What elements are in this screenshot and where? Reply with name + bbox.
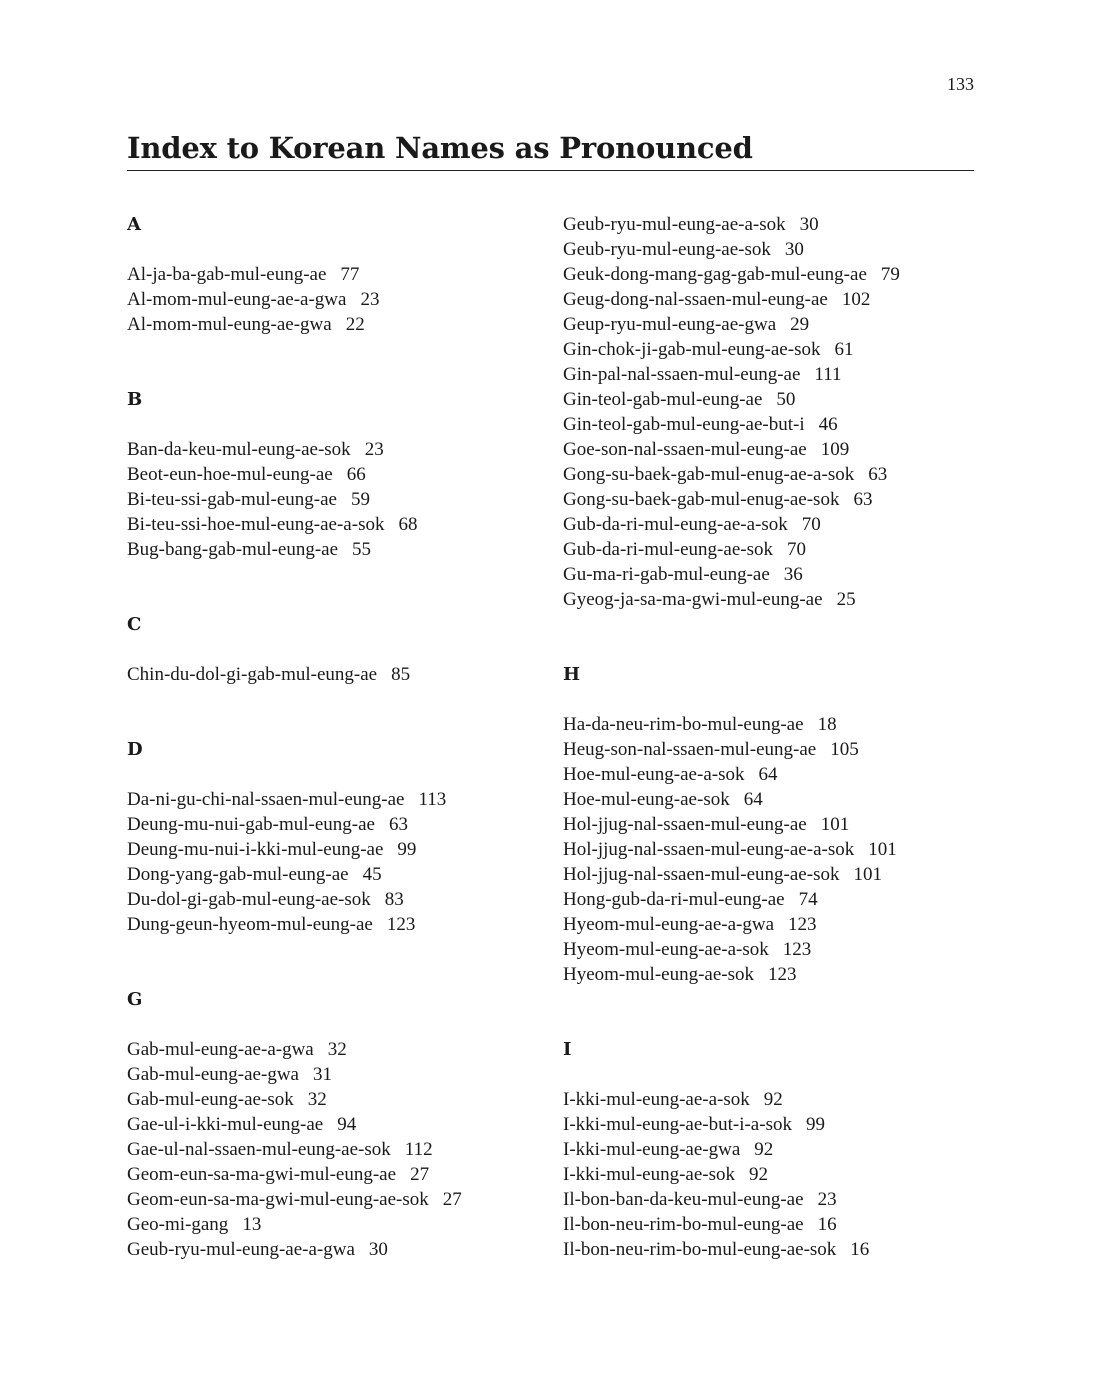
index-entry (563, 1237, 983, 1262)
entry-name: Geub-ryu-mul-eung-ae-a-sok (563, 214, 786, 235)
entry-name: Geom-eun-sa-ma-gwi-mul-eung-ae-sok (127, 1189, 429, 1210)
entry-name: I-kki-mul-eung-ae-sok (563, 1164, 735, 1185)
index-entry (563, 887, 983, 912)
index-entry (563, 312, 983, 337)
section-d (127, 737, 547, 937)
entry-name: Il-bon-neu-rim-bo-mul-eung-ae (563, 1214, 804, 1235)
entry-list (563, 1087, 983, 1262)
index-column-left (127, 212, 547, 1262)
entry-page: 68 (398, 514, 418, 535)
entry-list (127, 262, 547, 337)
entry-name: Gong-su-baek-gab-mul-enug-ae-sok (563, 489, 840, 510)
index-entry (563, 587, 983, 612)
index-entry (127, 1137, 547, 1162)
entry-page: 102 (841, 289, 871, 310)
section-letter: C (127, 614, 142, 635)
section-g-continued (563, 212, 983, 612)
entry-name: Il-bon-ban-da-keu-mul-eung-ae (563, 1189, 804, 1210)
entry-name: Geub-ryu-mul-eung-ae-sok (563, 239, 771, 260)
entry-page: 46 (818, 414, 838, 435)
entry-page: 45 (362, 864, 382, 885)
page-title: Index to Korean Names as Pronounced (127, 130, 974, 171)
entry-page: 64 (743, 789, 763, 810)
index-entry (563, 787, 983, 812)
index-entry (127, 787, 547, 812)
index-entry (127, 1237, 547, 1262)
entry-page: 27 (442, 1189, 462, 1210)
entry-page: 31 (312, 1064, 332, 1085)
index-entry (563, 512, 983, 537)
entry-page: 123 (768, 964, 797, 985)
entry-name: Gab-mul-eung-ae-sok (127, 1089, 294, 1110)
entry-page: 23 (817, 1189, 837, 1210)
index-entry (563, 937, 983, 962)
entry-page: 70 (786, 539, 806, 560)
index-entry (563, 762, 983, 787)
index-entry (563, 362, 983, 387)
entry-name: Gab-mul-eung-ae-a-gwa (127, 1039, 314, 1060)
index-entry (563, 237, 983, 262)
entry-page: 30 (799, 214, 819, 235)
index-entry (563, 737, 983, 762)
section-h (563, 662, 983, 987)
index-entry (563, 437, 983, 462)
entry-name: Du-dol-gi-gab-mul-eung-ae-sok (127, 889, 371, 910)
entry-name: Il-bon-neu-rim-bo-mul-eung-ae-sok (563, 1239, 837, 1260)
index-entry (127, 837, 547, 862)
index-entry (127, 1062, 547, 1087)
section-letter: H (563, 664, 581, 685)
entry-name: Geuk-dong-mang-gag-gab-mul-eung-ae (563, 264, 867, 285)
section-g (127, 987, 547, 1262)
entry-page: 92 (763, 1089, 783, 1110)
entry-name: Bug-bang-gab-mul-eung-ae (127, 539, 339, 560)
entry-name: Deung-mu-nui-gab-mul-eung-ae (127, 814, 375, 835)
entry-page: 101 (820, 814, 850, 835)
entry-page: 16 (817, 1214, 837, 1235)
entry-page: 109 (820, 439, 850, 460)
index-entry (127, 812, 547, 837)
entry-name: Gin-chok-ji-gab-mul-eung-ae-sok (563, 339, 821, 360)
entry-name: Geup-ryu-mul-eung-ae-gwa (563, 314, 777, 335)
index-entry (127, 1162, 547, 1187)
index-entry (563, 1137, 983, 1162)
entry-page: 27 (410, 1164, 430, 1185)
index-entry (127, 1212, 547, 1237)
entry-page: 83 (384, 889, 404, 910)
entry-page: 101 (853, 864, 882, 885)
entry-page: 123 (386, 914, 416, 935)
section-letter: G (127, 989, 143, 1010)
entry-page: 99 (397, 839, 417, 860)
entry-name: Gae-ul-i-kki-mul-eung-ae (127, 1114, 324, 1135)
entry-page: 16 (850, 1239, 870, 1260)
entry-name: Hoe-mul-eung-ae-a-sok (563, 764, 745, 785)
entry-list (127, 1037, 547, 1262)
entry-page: 85 (391, 664, 411, 685)
entry-page: 32 (307, 1089, 327, 1110)
entry-page: 61 (834, 339, 854, 360)
entry-name: Gin-teol-gab-mul-eung-ae (563, 389, 763, 410)
entry-page: 123 (782, 939, 812, 960)
entry-page: 63 (868, 464, 888, 485)
index-entry (127, 537, 547, 562)
section-c (127, 612, 547, 687)
entry-page: 113 (418, 789, 447, 810)
index-entry (563, 462, 983, 487)
index-entry (563, 337, 983, 362)
section-b (127, 387, 547, 562)
entry-page: 23 (360, 289, 380, 310)
entry-name: Bi-teu-ssi-gab-mul-eung-ae (127, 489, 337, 510)
entry-name: Beot-eun-hoe-mul-eung-ae (127, 464, 333, 485)
entry-page: 123 (788, 914, 817, 935)
index-entry (563, 212, 983, 237)
index-entry (127, 312, 547, 337)
index-entry (563, 487, 983, 512)
entry-name: Hong-gub-da-ri-mul-eung-ae (563, 889, 785, 910)
entry-name: Hyeom-mul-eung-ae-a-sok (563, 939, 769, 960)
entry-name: Gin-pal-nal-ssaen-mul-eung-ae (563, 364, 801, 385)
entry-list (127, 787, 547, 937)
index-entry (563, 262, 983, 287)
index-entry (127, 287, 547, 312)
entry-page: 32 (327, 1039, 347, 1060)
index-column-right (563, 212, 983, 1262)
index-entry (563, 712, 983, 737)
entry-page: 23 (364, 439, 384, 460)
entry-name: Hoe-mul-eung-ae-sok (563, 789, 730, 810)
entry-name: Bi-teu-ssi-hoe-mul-eung-ae-a-sok (127, 514, 385, 535)
entry-name: Al-ja-ba-gab-mul-eung-ae (127, 264, 327, 285)
entry-name: Gyeog-ja-sa-ma-gwi-mul-eung-ae (563, 589, 823, 610)
index-entry (127, 512, 547, 537)
index-entry (563, 862, 983, 887)
index-entry (127, 1087, 547, 1112)
entry-page: 77 (340, 264, 360, 285)
entry-name: Chin-du-dol-gi-gab-mul-eung-ae (127, 664, 378, 685)
entry-name: Gub-da-ri-mul-eung-ae-sok (563, 539, 773, 560)
entry-name: Gu-ma-ri-gab-mul-eung-ae (563, 564, 770, 585)
index-entry (127, 1187, 547, 1212)
entry-name: Geub-ryu-mul-eung-ae-a-gwa (127, 1239, 355, 1260)
index-entry (563, 537, 983, 562)
index-entry (127, 437, 547, 462)
entry-page: 30 (784, 239, 804, 260)
entry-name: Goe-son-nal-ssaen-mul-eung-ae (563, 439, 807, 460)
index-entry (563, 1187, 983, 1212)
entry-page: 94 (337, 1114, 357, 1135)
index-entry (563, 1087, 983, 1112)
entry-page: 66 (346, 464, 366, 485)
index-entry (563, 562, 983, 587)
entry-name: Ha-da-neu-rim-bo-mul-eung-ae (563, 714, 804, 735)
section-letter: I (563, 1039, 572, 1060)
index-entry (127, 462, 547, 487)
entry-name: Heug-son-nal-ssaen-mul-eung-ae (563, 739, 817, 760)
index-entry (563, 962, 983, 987)
entry-page: 55 (352, 539, 372, 560)
entry-name: I-kki-mul-eung-ae-but-i-a-sok (563, 1114, 792, 1135)
entry-page: 59 (350, 489, 370, 510)
index-entry (563, 1212, 983, 1237)
entry-name: Da-ni-gu-chi-nal-ssaen-mul-eung-ae (127, 789, 405, 810)
section-a (127, 212, 547, 337)
index-entry (563, 912, 983, 937)
entry-page: 63 (853, 489, 873, 510)
index-entry (563, 287, 983, 312)
entry-page: 25 (836, 589, 856, 610)
entry-name: Hol-jjug-nal-ssaen-mul-eung-ae-sok (563, 864, 840, 885)
entry-page: 111 (814, 364, 842, 385)
index-entry (563, 1112, 983, 1137)
entry-name: Hol-jjug-nal-ssaen-mul-eung-ae (563, 814, 807, 835)
entry-name: Dong-yang-gab-mul-eung-ae (127, 864, 349, 885)
entry-name: Gab-mul-eung-ae-gwa (127, 1064, 299, 1085)
entry-page: 29 (790, 314, 810, 335)
entry-page: 99 (805, 1114, 825, 1135)
entry-page: 30 (368, 1239, 388, 1260)
entry-name: Al-mom-mul-eung-ae-a-gwa (127, 289, 347, 310)
entry-page: 13 (242, 1214, 262, 1235)
index-entry (563, 837, 983, 862)
entry-name: Ban-da-keu-mul-eung-ae-sok (127, 439, 351, 460)
entry-name: Gae-ul-nal-ssaen-mul-eung-ae-sok (127, 1139, 391, 1160)
index-entry (563, 387, 983, 412)
index-entry (127, 1112, 547, 1137)
entry-page: 92 (749, 1164, 768, 1185)
entry-name: Geom-eun-sa-ma-gwi-mul-eung-ae (127, 1164, 397, 1185)
entry-page: 63 (388, 814, 408, 835)
index-entry (563, 812, 983, 837)
entry-page: 112 (404, 1139, 433, 1160)
index-entry (127, 887, 547, 912)
entry-page: 105 (830, 739, 859, 760)
index-entry (127, 662, 547, 687)
page-number: 133 (947, 74, 974, 94)
index-entry (563, 1162, 983, 1187)
entry-page: 64 (758, 764, 778, 785)
index-entry (563, 412, 983, 437)
entry-name: Hyeom-mul-eung-ae-a-gwa (563, 914, 775, 935)
entry-page: 70 (801, 514, 821, 535)
entry-page: 101 (868, 839, 897, 860)
entry-name: Gin-teol-gab-mul-eung-ae-but-i (563, 414, 805, 435)
entry-page: 22 (345, 314, 365, 335)
section-letter: B (127, 389, 143, 410)
entry-name: Geo-mi-gang (127, 1214, 229, 1235)
entry-name: I-kki-mul-eung-ae-a-sok (563, 1089, 750, 1110)
entry-page: 18 (817, 714, 837, 735)
entry-page: 36 (783, 564, 803, 585)
index-entry (127, 862, 547, 887)
index-entry (127, 1037, 547, 1062)
entry-name: Hol-jjug-nal-ssaen-mul-eung-ae-a-sok (563, 839, 855, 860)
index-entry (127, 912, 547, 937)
entry-page: 74 (798, 889, 818, 910)
entry-page: 50 (776, 389, 796, 410)
entry-name: Dung-geun-hyeom-mul-eung-ae (127, 914, 373, 935)
entry-name: Al-mom-mul-eung-ae-gwa (127, 314, 332, 335)
entry-list (127, 662, 547, 687)
entry-name: Geug-dong-nal-ssaen-mul-eung-ae (563, 289, 828, 310)
entry-name: Gub-da-ri-mul-eung-ae-a-sok (563, 514, 788, 535)
entry-name: Hyeom-mul-eung-ae-sok (563, 964, 754, 985)
section-letter: A (127, 214, 141, 235)
entry-name: Gong-su-baek-gab-mul-enug-ae-a-sok (563, 464, 855, 485)
index-entry (127, 262, 547, 287)
entry-list (127, 437, 547, 562)
entry-name: Deung-mu-nui-i-kki-mul-eung-ae (127, 839, 384, 860)
entry-list (563, 712, 983, 987)
section-i (563, 1037, 983, 1262)
section-letter: D (127, 739, 143, 760)
entry-name: I-kki-mul-eung-ae-gwa (563, 1139, 741, 1160)
entry-page: 92 (754, 1139, 774, 1160)
entry-page: 79 (880, 264, 900, 285)
index-entry (127, 487, 547, 512)
